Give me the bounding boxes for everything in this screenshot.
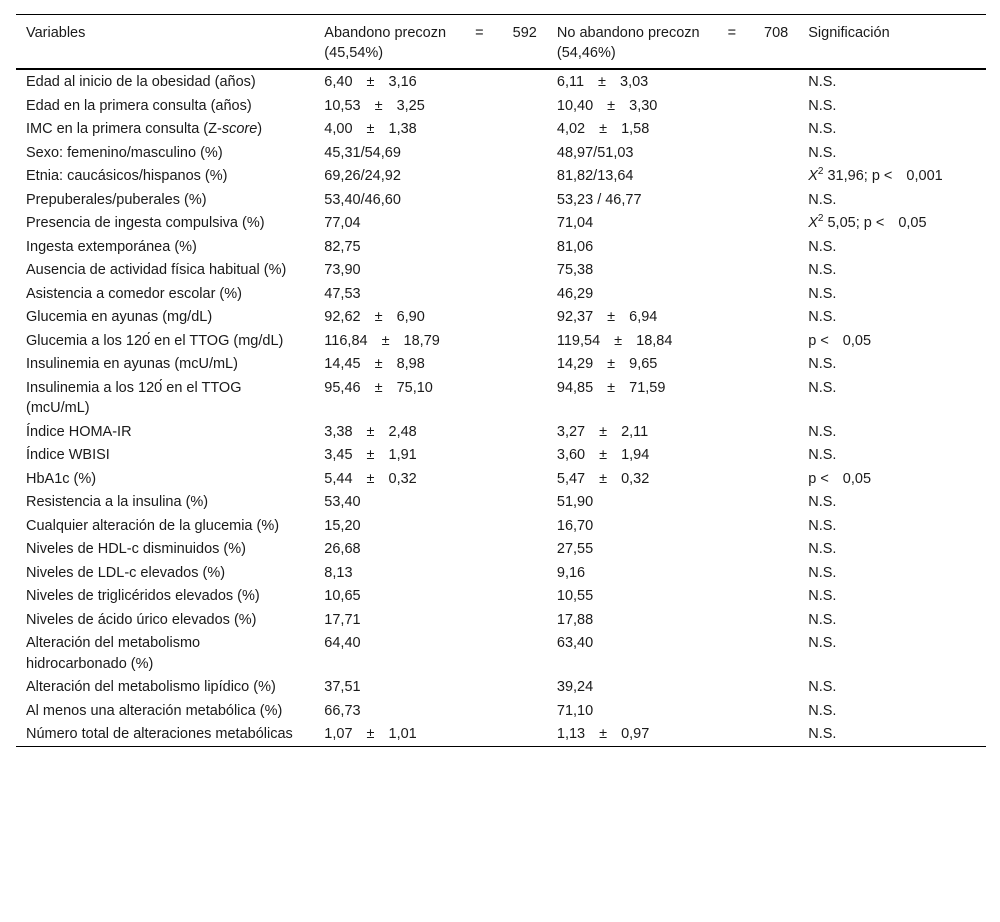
cell-no-abandono: 14,29 ± 9,65 — [556, 356, 658, 372]
header-abandono — [314, 15, 547, 70]
cell-variable: Edad al inicio de la obesidad (años) — [26, 74, 256, 90]
cell-abandono: 77,04 — [324, 215, 361, 231]
table-row — [16, 699, 986, 723]
table-row — [16, 420, 986, 444]
table-row — [16, 188, 986, 212]
header-significacion: Significación — [808, 25, 890, 41]
cell-no-abandono: 39,24 — [556, 679, 594, 695]
table-row — [16, 675, 986, 699]
cell-significacion: N.S. — [808, 564, 837, 581]
cell-variable: Ingesta extemporánea (%) — [26, 238, 197, 255]
cell-variable: Ausencia de actividad física habitual (%) — [26, 262, 287, 278]
cell-significacion: N.S. — [808, 285, 837, 302]
cell-no-abandono: 81,06 — [556, 238, 594, 255]
cell-variable: HbA1c (%) — [26, 470, 97, 487]
table-row — [16, 722, 986, 746]
cell-variable: Etnia: caucásicos/hispanos (%) — [26, 168, 228, 184]
table-row — [16, 94, 986, 118]
header-no-abandono-eq: = — [727, 25, 737, 41]
cell-variable: Edad en la primera consulta (años) — [26, 97, 252, 114]
cell-significacion: N.S. — [808, 423, 837, 440]
cell-no-abandono: 75,38 — [556, 262, 594, 278]
cell-abandono: 10,65 — [324, 588, 361, 604]
cell-significacion: N.S. — [808, 379, 837, 396]
cell-no-abandono: 51,90 — [556, 494, 594, 510]
cell-significacion: N.S. — [808, 97, 837, 114]
cell-variable: Índice WBISI — [26, 447, 110, 463]
cell-variable: Glucemia a los 120́ en el TTOG (mg/dL) — [26, 332, 284, 349]
cell-abandono: 5,44 ± 0,32 — [324, 470, 417, 487]
cell-significacion: N.S. — [808, 679, 837, 695]
cell-abandono: 92,62 ± 6,90 — [324, 309, 425, 325]
cell-significacion: p < 0,05 — [808, 332, 872, 349]
header-no-abandono-label: No abandono precozn — [556, 25, 700, 41]
cell-no-abandono: 4,02 ± 1,58 — [556, 121, 650, 137]
cell-abandono: 10,53 ± 3,25 — [324, 97, 425, 114]
cell-variable: Niveles de HDL-c disminuidos (%) — [26, 541, 246, 557]
cell-significacion: N.S. — [808, 144, 837, 161]
table-row — [16, 211, 986, 235]
cell-abandono: 14,45 ± 8,98 — [324, 356, 425, 372]
cell-variable: Índice HOMA-IR — [26, 423, 132, 440]
cell-no-abandono: 3,60 ± 1,94 — [556, 447, 650, 463]
cell-significacion: N.S. — [808, 309, 837, 325]
cell-no-abandono: 10,40 ± 3,30 — [556, 97, 658, 114]
header-abandono-label: Abandono precozn — [324, 25, 447, 41]
table-row — [16, 141, 986, 165]
cell-abandono: 8,13 — [324, 564, 353, 581]
cell-no-abandono: 27,55 — [556, 541, 594, 557]
cell-abandono: 47,53 — [324, 285, 361, 302]
header-variables: Variables — [26, 25, 86, 41]
cell-significacion: N.S. — [808, 517, 837, 534]
cell-abandono: 53,40/46,60 — [324, 191, 401, 208]
cell-variable: Asistencia a comedor escolar (%) — [26, 285, 242, 302]
header-no-abandono-n: 708 — [764, 25, 789, 41]
table-body — [16, 69, 986, 746]
cell-variable: Niveles de ácido úrico elevados (%) — [26, 611, 257, 628]
cell-variable: Insulinemia a los 120́ en el TTOG (mcU/mL) — [26, 379, 242, 416]
cell-variable: Alteración del metabolismo hidrocarbonado (%) — [26, 635, 201, 672]
table-row — [16, 467, 986, 491]
cell-abandono: 66,73 — [324, 702, 361, 719]
cell-significacion: $X^2$ 31,96; p < 0,001 — [808, 166, 943, 184]
table-row — [16, 376, 986, 420]
cell-variable: Cualquier alteración de la glucemia (%) — [26, 517, 280, 534]
cell-significacion: N.S. — [808, 238, 837, 255]
cell-variable: Presencia de ingesta compulsiva (%) — [26, 215, 265, 231]
table-row — [16, 514, 986, 538]
cell-no-abandono: 71,10 — [556, 702, 594, 719]
cell-no-abandono: 17,88 — [556, 611, 594, 628]
cell-no-abandono: 5,47 ± 0,32 — [556, 470, 650, 487]
cell-no-abandono: 3,27 ± 2,11 — [556, 423, 649, 440]
cell-significacion: N.S. — [808, 702, 837, 719]
header-row — [16, 15, 986, 70]
table-container — [16, 14, 986, 747]
cell-significacion: N.S. — [808, 588, 837, 604]
table-row — [16, 282, 986, 306]
cell-abandono: 6,40 ± 3,16 — [324, 74, 417, 90]
cell-abandono: 95,46 ± 75,10 — [324, 379, 433, 396]
table-row — [16, 258, 986, 282]
table-row — [16, 235, 986, 259]
cell-no-abandono: 53,23 / 46,77 — [556, 191, 642, 208]
cell-significacion: N.S. — [808, 447, 837, 463]
cell-no-abandono: 92,37 ± 6,94 — [556, 309, 658, 325]
cell-significacion: N.S. — [808, 191, 837, 208]
table-row — [16, 69, 986, 94]
cell-no-abandono: 119,54 ± 18,84 — [556, 332, 673, 349]
header-abandono-pct: (45,54%) — [324, 45, 384, 61]
cell-no-abandono: 1,13 ± 0,97 — [556, 726, 650, 742]
cell-significacion: N.S. — [808, 494, 837, 510]
cell-significacion: N.S. — [808, 611, 837, 628]
cell-abandono: 4,00 ± 1,38 — [324, 121, 417, 137]
table-row — [16, 561, 986, 585]
cell-significacion: N.S. — [808, 726, 837, 742]
cell-variable: Resistencia a la insulina (%) — [26, 494, 209, 510]
cell-no-abandono: 63,40 — [556, 635, 594, 651]
cell-abandono: 116,84 ± 18,79 — [324, 332, 440, 349]
cell-significacion: $X^2$ 5,05; p < 0,05 — [808, 213, 927, 231]
cell-variable: IMC en la primera consulta (Z-score) — [26, 121, 263, 137]
table-row — [16, 329, 986, 353]
table-row — [16, 537, 986, 561]
header-no-abandono-pct: (54,46%) — [556, 45, 616, 61]
cell-abandono: 64,40 — [324, 635, 361, 651]
cell-no-abandono: 9,16 — [556, 564, 586, 581]
cell-variable: Número total de alteraciones metabólicas — [26, 726, 293, 742]
cell-variable: Al menos una alteración metabólica (%) — [26, 702, 283, 719]
table-row — [16, 490, 986, 514]
cell-significacion: N.S. — [808, 121, 837, 137]
data-table — [16, 14, 986, 747]
cell-significacion: p < 0,05 — [808, 470, 872, 487]
cell-no-abandono: 46,29 — [556, 285, 594, 302]
cell-abandono: 73,90 — [324, 262, 361, 278]
table-row — [16, 117, 986, 141]
cell-variable: Alteración del metabolismo lipídico (%) — [26, 679, 276, 695]
cell-abandono: 26,68 — [324, 541, 361, 557]
header-no-abandono — [547, 15, 798, 70]
header-abandono-n: 592 — [512, 25, 537, 41]
table-row — [16, 164, 986, 188]
cell-abandono: 82,75 — [324, 238, 361, 255]
cell-variable: Prepuberales/puberales (%) — [26, 191, 207, 208]
cell-no-abandono: 48,97/51,03 — [556, 144, 634, 161]
table-header — [16, 15, 986, 70]
cell-significacion: N.S. — [808, 541, 837, 557]
cell-abandono: 1,07 ± 1,01 — [324, 726, 417, 742]
cell-variable: Insulinemia en ayunas (mcU/mL) — [26, 356, 238, 372]
cell-no-abandono: 6,11 ± 3,03 — [556, 74, 649, 90]
cell-significacion: N.S. — [808, 356, 837, 372]
cell-significacion: N.S. — [808, 74, 837, 90]
cell-no-abandono: 16,70 — [556, 517, 594, 534]
cell-significacion: N.S. — [808, 262, 837, 278]
table-row — [16, 443, 986, 467]
cell-abandono: 53,40 — [324, 494, 361, 510]
cell-abandono: 37,51 — [324, 679, 361, 695]
cell-no-abandono: 71,04 — [556, 215, 594, 231]
cell-variable: Niveles de LDL-c elevados (%) — [26, 564, 226, 581]
table-row — [16, 608, 986, 632]
cell-no-abandono: 81,82/13,64 — [556, 168, 634, 184]
table-row — [16, 584, 986, 608]
cell-no-abandono: 94,85 ± 71,59 — [556, 379, 666, 396]
cell-abandono: 45,31/54,69 — [324, 144, 401, 161]
table-row — [16, 631, 986, 675]
cell-no-abandono: 10,55 — [556, 588, 594, 604]
table-row — [16, 305, 986, 329]
cell-abandono: 17,71 — [324, 611, 361, 628]
cell-abandono: 69,26/24,92 — [324, 168, 401, 184]
cell-significacion: N.S. — [808, 635, 837, 651]
cell-abandono: 3,38 ± 2,48 — [324, 423, 417, 440]
header-abandono-eq: = — [475, 25, 484, 41]
cell-variable: Niveles de triglicéridos elevados (%) — [26, 588, 260, 604]
cell-abandono: 3,45 ± 1,91 — [324, 447, 417, 463]
cell-variable: Glucemia en ayunas (mg/dL) — [26, 309, 213, 325]
cell-variable: Sexo: femenino/masculino (%) — [26, 144, 223, 161]
table-row — [16, 352, 986, 376]
cell-abandono: 15,20 — [324, 517, 361, 534]
